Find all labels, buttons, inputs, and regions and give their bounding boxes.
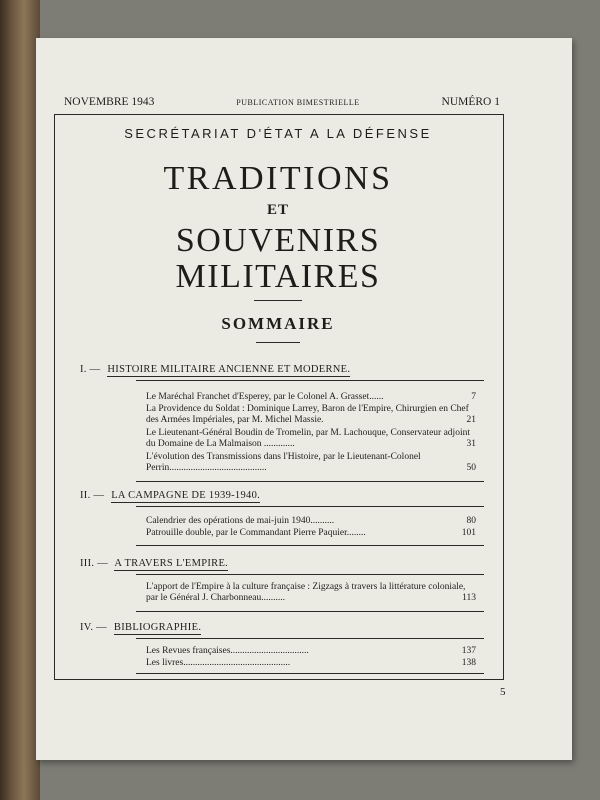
publication-frequency: PUBLICATION BIMESTRIELLE [236,98,360,107]
sommaire-heading: SOMMAIRE [221,314,335,333]
toc-entry [146,528,476,539]
section-number: IV. — [80,622,107,633]
title-et: ET [266,202,289,218]
section-title: BIBLIOGRAPHIE. [113,622,202,633]
section-4-heading [80,622,201,633]
section-number: II. — [80,490,105,501]
toc-entry [146,582,476,604]
issue-number: NUMÉRO 1 [441,96,500,108]
entry-text: Les livres............................................. [146,658,291,668]
entry-page: 113 [462,593,476,603]
ministry-heading: SECRÉTARIAT D'ÉTAT A LA DÉFENSE [124,126,432,141]
header-row [64,96,500,112]
entry-page: 137 [461,646,476,656]
entry-text: Patrouille double, par le Commandant Pierre Paquier........ [146,528,366,538]
section-title: A TRAVERS L'EMPIRE. [114,558,229,569]
section-title: HISTOIRE MILITAIRE ANCIENNE ET MODERNE. [107,364,351,375]
entry-page: 80 [466,516,476,526]
issue-date: NOVEMBRE 1943 [64,96,155,108]
book-binding [0,0,40,800]
toc-entry [146,658,476,669]
section-1-heading [80,364,350,375]
entry-page: 21 [466,415,476,425]
toc-entry [146,516,476,527]
entry-text: Le Lieutenant-Général Boudin de Tromelin, par M. Lachouque, Conservateur adjoint du Domaine de La Malmaison ............. [146,428,470,449]
toc-entry [146,404,476,426]
section-number: I. — [80,364,101,375]
entry-page: 50 [466,463,476,473]
entry-text: L'apport de l'Empire à la culture française : Zigzags à travers la littérature coloniale, par le Général J. Charbonneau.......... [146,582,466,603]
toc-entry [146,392,476,403]
entry-text: Les Revues françaises................................. [146,646,309,656]
entry-page: 138 [461,658,476,668]
sommaire-divider [256,342,300,343]
page-number: 5 [500,686,506,698]
title-militaires: MILITAIRES [175,258,381,295]
title-traditions: TRADITIONS [163,160,393,197]
entry-text: L'évolution des Transmissions dans l'Histoire, par le Lieutenant-Colonel Perrin......................................... [146,452,421,473]
entry-page: 7 [471,392,476,402]
title-souvenirs: SOUVENIRS [175,222,381,259]
section-title: LA CAMPAGNE DE 1939-1940. [111,490,261,501]
toc-entry [146,646,476,657]
entry-text: Le Maréchal Franchet d'Esperey, par le Colonel A. Grasset...... [146,392,384,402]
section-3-heading [80,558,228,569]
entry-page: 101 [461,528,476,538]
title-divider [254,300,302,301]
toc-entry [146,452,476,474]
section-2-heading [80,490,260,501]
entry-text: La Providence du Soldat : Dominique Larrey, Baron de l'Empire, Chirurgien en Chef des Armées Impériales, par M. Michel Massie. [146,404,469,425]
entry-page: 31 [466,439,476,449]
toc-entry [146,428,476,450]
section-number: III. — [80,558,109,569]
entry-text: Calendrier des opérations de mai-juin 1940.......... [146,516,335,526]
